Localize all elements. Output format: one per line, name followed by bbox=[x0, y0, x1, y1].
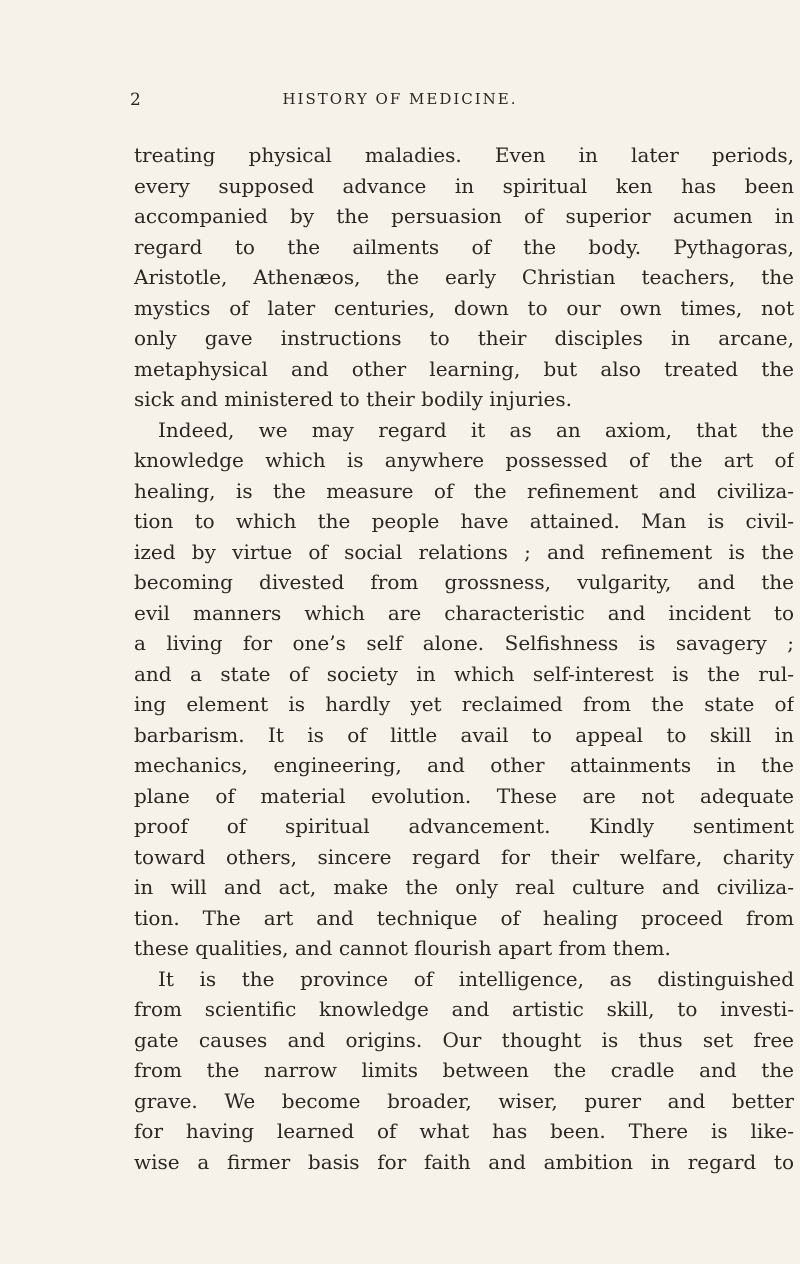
body-text bbox=[134, 140, 794, 1177]
text-line: Aristotle, Athenæos, the early Christian teachers, the bbox=[134, 265, 794, 289]
text-line: tion to which the people have attained. Man is civil- bbox=[134, 509, 794, 533]
page-number: 2 bbox=[130, 90, 142, 110]
text-line: regard to the ailments of the body. Pythagoras, bbox=[134, 234, 794, 259]
running-title: HISTORY OF MEDICINE. bbox=[282, 90, 518, 108]
text-line: wise a firmer basis for faith and ambition in regard to bbox=[134, 1149, 794, 1174]
text-line: gate causes and origins. Our thought is thus set free bbox=[134, 1027, 794, 1052]
text-line: barbarism. It is of little avail to appeal to skill in bbox=[134, 722, 794, 747]
text-line: treating physical maladies. Even in later periods, bbox=[134, 143, 794, 167]
text-line: ized by virtue of social relations ; and refinement is the bbox=[134, 539, 794, 564]
text-line: plane of material evolution. These are not adequate bbox=[134, 783, 794, 808]
text-line: these qualities, and cannot flourish apart from them. bbox=[134, 936, 671, 960]
text-line: from the narrow limits between the cradle and the bbox=[134, 1058, 794, 1082]
text-line: grave. We become broader, wiser, purer and better bbox=[134, 1088, 794, 1113]
paragraph-first-line: Indeed, we may regard it as an axiom, that the bbox=[158, 417, 794, 442]
text-line: ing element is hardly yet reclaimed from the state of bbox=[134, 692, 794, 716]
text-line: evil manners which are characteristic and incident to bbox=[134, 600, 794, 625]
text-line: and a state of society in which self-interest is the rul- bbox=[134, 661, 794, 686]
text-line: proof of spiritual advancement. Kindly sentiment bbox=[134, 814, 794, 838]
text-line: in will and act, make the only real culture and civiliza- bbox=[134, 875, 794, 899]
text-line: only gave instructions to their disciples in arcane, bbox=[134, 326, 794, 350]
text-line: mechanics, engineering, and other attainments in the bbox=[134, 753, 794, 777]
text-line: tion. The art and technique of healing proceed from bbox=[134, 905, 794, 930]
text-line: from scientific knowledge and artistic skill, to investi- bbox=[134, 997, 794, 1021]
running-head bbox=[0, 90, 800, 114]
text-line: becoming divested from grossness, vulgarity, and the bbox=[134, 570, 794, 594]
text-line: a living for one’s self alone. Selfishness is savagery ; bbox=[134, 631, 794, 655]
text-line: healing, is the measure of the refinement and civiliza- bbox=[134, 478, 794, 503]
text-line: for having learned of what has been. There is like- bbox=[134, 1119, 794, 1143]
text-line: accompanied by the persuasion of superior acumen in bbox=[134, 204, 794, 228]
text-line: sick and ministered to their bodily injuries. bbox=[134, 387, 573, 411]
text-line: mystics of later centuries, down to our own times, not bbox=[134, 295, 794, 320]
text-line: toward others, sincere regard for their welfare, charity bbox=[134, 844, 794, 869]
paragraph-first-line: It is the province of intelligence, as distinguished bbox=[158, 966, 794, 991]
text-line: metaphysical and other learning, but also treated the bbox=[134, 356, 794, 381]
text-line: every supposed advance in spiritual ken has been bbox=[134, 173, 794, 198]
text-line: knowledge which is anywhere possessed of the art of bbox=[134, 448, 794, 472]
